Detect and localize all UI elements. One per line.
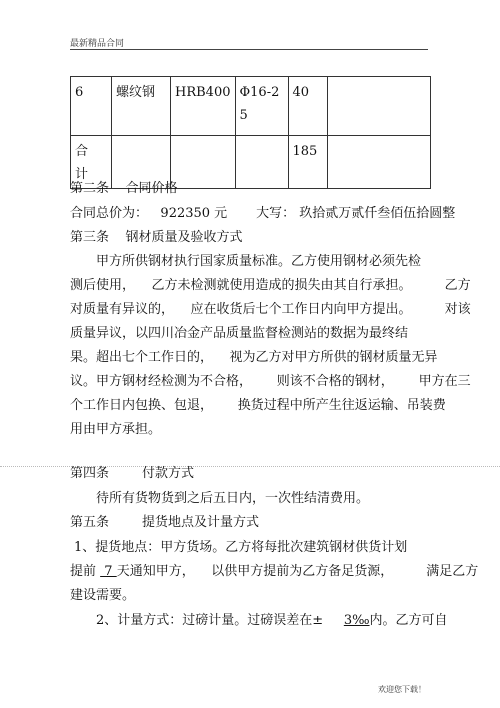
table-cell: 合 计 (71, 136, 112, 189)
article5-item1-line1: 1、提货地点：甲方货场。乙方将每批次建筑钢材供货计划 (74, 540, 408, 555)
table-cell (327, 136, 430, 189)
table-cell: 螺纹钢 (112, 77, 171, 136)
article3-heading: 第三条 钢材质量及验收方式 (70, 230, 243, 245)
table-cell: 6 (71, 77, 112, 136)
article3-line: 议。甲方钢材经检测为不合格， 则该不合格的钢材， 甲方在三 (70, 374, 471, 389)
article5-item1-line3: 建设需要。 (70, 588, 136, 603)
total-label: 合同总价为： (70, 206, 149, 221)
table-cell: 40 (288, 77, 327, 136)
article2-total-line (70, 205, 455, 223)
article2-heading: 第二条 合同价格 (70, 181, 178, 196)
article4-heading: 第四条 付款方式 (70, 466, 195, 481)
weigh-tolerance: 3‰ (343, 613, 370, 628)
article5-item1-line2: 提前 7 天通知甲方， 以供甲方提前为乙方备足货源， 满足乙方 (70, 564, 479, 579)
capital-label: 大写： (256, 206, 296, 221)
header-divider (70, 49, 428, 50)
total-value: 922350 元 (160, 206, 228, 221)
notice-days: 7 (100, 564, 117, 579)
article3-line: 甲方所供钢材执行国家质量标准。乙方使用钢材必须先检 (96, 254, 422, 269)
page-footer-text: 欢迎您下载！ (378, 685, 426, 694)
table-cell: HRB400 (171, 77, 236, 136)
article4-line: 待所有货物货到之后五日内，一次性结清费用。 (96, 491, 370, 506)
article3-line: 果。超出七个工作日的， 视为乙方对甲方所供的钢材质量无异 (70, 350, 438, 365)
table-row (71, 77, 431, 136)
capital-value: 玖拾贰万贰仟叁佰伍拾圆整 (299, 206, 456, 221)
article5-item2-line: 2、计量方式：过磅计量。过磅误差在± 3‰内。乙方可自 (96, 613, 448, 628)
table-cell (171, 136, 236, 189)
table-cell: 185 (288, 136, 327, 189)
article5-heading: 第五条 提货地点及计量方式 (70, 515, 260, 530)
article3-line: 对质量有异议的， 应在收货后七个工作日内向甲方提出。 对该 (70, 302, 471, 317)
article3-line: 质量异议，以四川冶金产品质量监督检测站的数据为最终结 (70, 326, 409, 341)
table-cell: Φ16-2 5 (235, 77, 288, 136)
table-cell (235, 136, 288, 189)
article3-line: 测后使用， 乙方未检测就使用造成的损失由其自行承担。 乙方 (70, 278, 471, 293)
page-header-title: 最新精品合同 (70, 39, 125, 49)
goods-table (70, 76, 431, 189)
table-cell (327, 77, 430, 136)
article3-line: 个工作日内包换、包退， 换货过程中所产生往返运输、吊装费 (70, 398, 446, 413)
article3-line: 用由甲方承担。 (70, 422, 162, 437)
